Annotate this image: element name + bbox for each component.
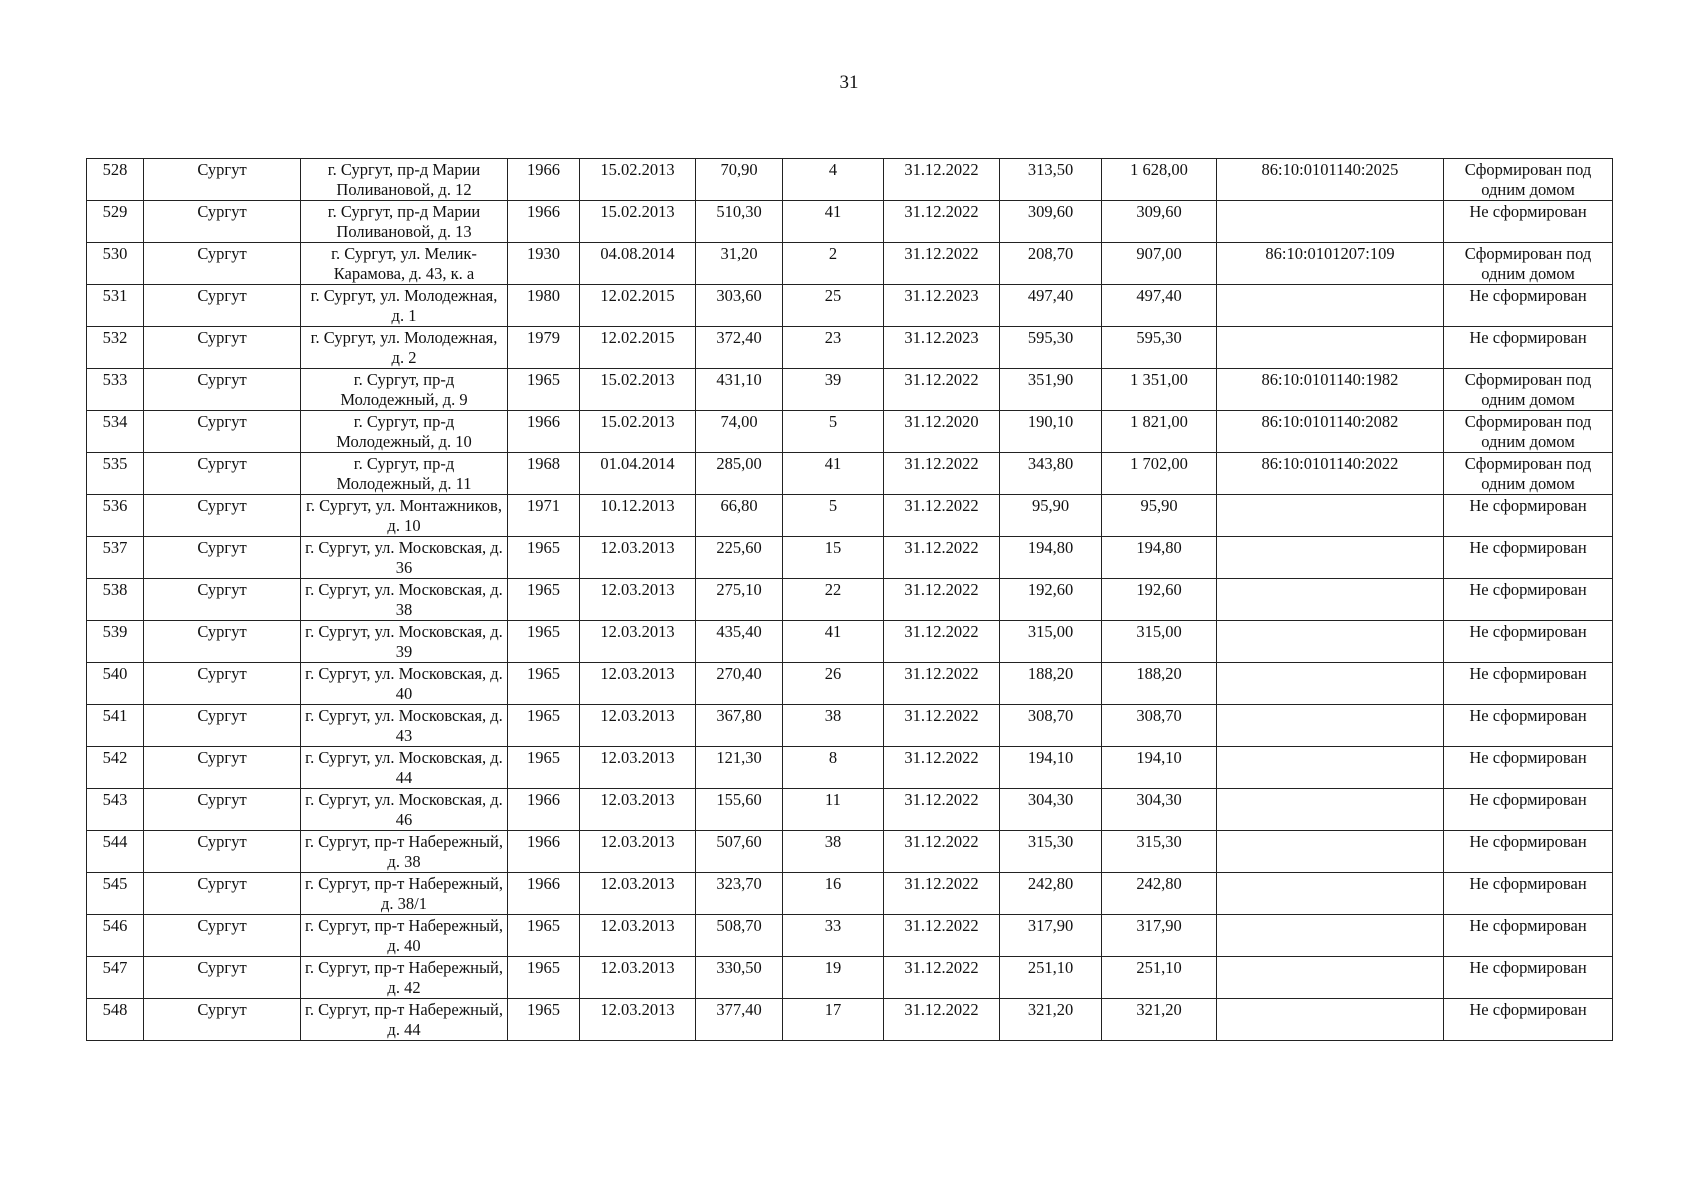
area-cell: 367,80 bbox=[696, 705, 783, 747]
plot-area-cell: 192,60 bbox=[1102, 579, 1217, 621]
address-cell: г. Сургут, пр-д Молодежный, д. 9 bbox=[301, 369, 508, 411]
resettlement-deadline-cell: 31.12.2020 bbox=[884, 411, 1000, 453]
year-built-cell: 1965 bbox=[508, 537, 580, 579]
table-row bbox=[87, 537, 1613, 579]
recognition-date-cell: 12.03.2013 bbox=[580, 663, 696, 705]
plot-status-cell: Не сформирован bbox=[1444, 579, 1613, 621]
cadastral-number-cell bbox=[1217, 831, 1444, 873]
table-row bbox=[87, 327, 1613, 369]
area-cell: 31,20 bbox=[696, 243, 783, 285]
cadastral-number-cell: 86:10:0101207:109 bbox=[1217, 243, 1444, 285]
year-built-cell: 1966 bbox=[508, 831, 580, 873]
row-number-cell: 528 bbox=[87, 159, 144, 201]
table-row bbox=[87, 831, 1613, 873]
city-cell: Сургут bbox=[144, 705, 301, 747]
resettlement-deadline-cell: 31.12.2023 bbox=[884, 327, 1000, 369]
plot-status-cell: Сформирован под одним домом bbox=[1444, 159, 1613, 201]
plot-status-cell: Сформирован под одним домом bbox=[1444, 369, 1613, 411]
area-cell: 435,40 bbox=[696, 621, 783, 663]
resettlement-deadline-cell: 31.12.2022 bbox=[884, 789, 1000, 831]
area-cell: 155,60 bbox=[696, 789, 783, 831]
cadastral-number-cell: 86:10:0101140:2022 bbox=[1217, 453, 1444, 495]
plot-area-cell: 194,10 bbox=[1102, 747, 1217, 789]
row-number-cell: 530 bbox=[87, 243, 144, 285]
area-cell: 270,40 bbox=[696, 663, 783, 705]
resettlement-deadline-cell: 31.12.2022 bbox=[884, 579, 1000, 621]
land-area-cell: 321,20 bbox=[1000, 999, 1102, 1041]
land-area-cell: 315,00 bbox=[1000, 621, 1102, 663]
table-row bbox=[87, 285, 1613, 327]
resettlement-deadline-cell: 31.12.2022 bbox=[884, 915, 1000, 957]
year-built-cell: 1965 bbox=[508, 663, 580, 705]
land-area-cell: 351,90 bbox=[1000, 369, 1102, 411]
recognition-date-cell: 12.03.2013 bbox=[580, 789, 696, 831]
land-area-cell: 194,80 bbox=[1000, 537, 1102, 579]
row-number-cell: 541 bbox=[87, 705, 144, 747]
area-cell: 225,60 bbox=[696, 537, 783, 579]
cadastral-number-cell: 86:10:0101140:2082 bbox=[1217, 411, 1444, 453]
city-cell: Сургут bbox=[144, 999, 301, 1041]
plot-area-cell: 188,20 bbox=[1102, 663, 1217, 705]
address-cell: г. Сургут, пр-д Марии Поливановой, д. 12 bbox=[301, 159, 508, 201]
row-number-cell: 537 bbox=[87, 537, 144, 579]
cadastral-number-cell: 86:10:0101140:1982 bbox=[1217, 369, 1444, 411]
residents-cell: 39 bbox=[783, 369, 884, 411]
plot-area-cell: 95,90 bbox=[1102, 495, 1217, 537]
land-area-cell: 192,60 bbox=[1000, 579, 1102, 621]
residents-cell: 23 bbox=[783, 327, 884, 369]
row-number-cell: 533 bbox=[87, 369, 144, 411]
area-cell: 121,30 bbox=[696, 747, 783, 789]
residents-cell: 22 bbox=[783, 579, 884, 621]
city-cell: Сургут bbox=[144, 285, 301, 327]
resettlement-deadline-cell: 31.12.2022 bbox=[884, 621, 1000, 663]
plot-status-cell: Сформирован под одним домом bbox=[1444, 243, 1613, 285]
land-area-cell: 304,30 bbox=[1000, 789, 1102, 831]
address-cell: г. Сургут, пр-т Набережный, д. 38/1 bbox=[301, 873, 508, 915]
area-cell: 377,40 bbox=[696, 999, 783, 1041]
row-number-cell: 543 bbox=[87, 789, 144, 831]
recognition-date-cell: 12.03.2013 bbox=[580, 579, 696, 621]
year-built-cell: 1966 bbox=[508, 159, 580, 201]
cadastral-number-cell bbox=[1217, 789, 1444, 831]
plot-area-cell: 497,40 bbox=[1102, 285, 1217, 327]
recognition-date-cell: 10.12.2013 bbox=[580, 495, 696, 537]
recognition-date-cell: 01.04.2014 bbox=[580, 453, 696, 495]
resettlement-deadline-cell: 31.12.2022 bbox=[884, 243, 1000, 285]
year-built-cell: 1965 bbox=[508, 621, 580, 663]
city-cell: Сургут bbox=[144, 579, 301, 621]
city-cell: Сургут bbox=[144, 621, 301, 663]
row-number-cell: 534 bbox=[87, 411, 144, 453]
table-row bbox=[87, 369, 1613, 411]
residents-cell: 4 bbox=[783, 159, 884, 201]
plot-status-cell: Не сформирован bbox=[1444, 705, 1613, 747]
resettlement-deadline-cell: 31.12.2022 bbox=[884, 369, 1000, 411]
area-cell: 66,80 bbox=[696, 495, 783, 537]
address-cell: г. Сургут, пр-д Марии Поливановой, д. 13 bbox=[301, 201, 508, 243]
city-cell: Сургут bbox=[144, 411, 301, 453]
recognition-date-cell: 12.03.2013 bbox=[580, 621, 696, 663]
city-cell: Сургут bbox=[144, 453, 301, 495]
residents-cell: 33 bbox=[783, 915, 884, 957]
city-cell: Сургут bbox=[144, 915, 301, 957]
resettlement-deadline-cell: 31.12.2022 bbox=[884, 831, 1000, 873]
cadastral-number-cell bbox=[1217, 957, 1444, 999]
residents-cell: 41 bbox=[783, 453, 884, 495]
resettlement-deadline-cell: 31.12.2022 bbox=[884, 747, 1000, 789]
city-cell: Сургут bbox=[144, 789, 301, 831]
recognition-date-cell: 12.02.2015 bbox=[580, 285, 696, 327]
area-cell: 330,50 bbox=[696, 957, 783, 999]
row-number-cell: 547 bbox=[87, 957, 144, 999]
table-row bbox=[87, 453, 1613, 495]
city-cell: Сургут bbox=[144, 201, 301, 243]
city-cell: Сургут bbox=[144, 831, 301, 873]
plot-status-cell: Не сформирован bbox=[1444, 957, 1613, 999]
address-cell: г. Сургут, ул. Московская, д. 43 bbox=[301, 705, 508, 747]
plot-area-cell: 242,80 bbox=[1102, 873, 1217, 915]
row-number-cell: 540 bbox=[87, 663, 144, 705]
residents-cell: 26 bbox=[783, 663, 884, 705]
year-built-cell: 1968 bbox=[508, 453, 580, 495]
area-cell: 275,10 bbox=[696, 579, 783, 621]
land-area-cell: 497,40 bbox=[1000, 285, 1102, 327]
area-cell: 507,60 bbox=[696, 831, 783, 873]
area-cell: 74,00 bbox=[696, 411, 783, 453]
plot-area-cell: 194,80 bbox=[1102, 537, 1217, 579]
plot-status-cell: Не сформирован bbox=[1444, 831, 1613, 873]
city-cell: Сургут bbox=[144, 369, 301, 411]
address-cell: г. Сургут, ул. Московская, д. 40 bbox=[301, 663, 508, 705]
year-built-cell: 1965 bbox=[508, 705, 580, 747]
land-area-cell: 595,30 bbox=[1000, 327, 1102, 369]
city-cell: Сургут bbox=[144, 495, 301, 537]
residents-cell: 25 bbox=[783, 285, 884, 327]
area-cell: 510,30 bbox=[696, 201, 783, 243]
land-area-cell: 343,80 bbox=[1000, 453, 1102, 495]
table-row bbox=[87, 411, 1613, 453]
row-number-cell: 545 bbox=[87, 873, 144, 915]
area-cell: 323,70 bbox=[696, 873, 783, 915]
resettlement-deadline-cell: 31.12.2022 bbox=[884, 873, 1000, 915]
cadastral-number-cell bbox=[1217, 705, 1444, 747]
land-area-cell: 309,60 bbox=[1000, 201, 1102, 243]
cadastral-number-cell bbox=[1217, 663, 1444, 705]
recognition-date-cell: 12.03.2013 bbox=[580, 537, 696, 579]
recognition-date-cell: 12.03.2013 bbox=[580, 831, 696, 873]
land-area-cell: 315,30 bbox=[1000, 831, 1102, 873]
plot-status-cell: Не сформирован bbox=[1444, 201, 1613, 243]
area-cell: 303,60 bbox=[696, 285, 783, 327]
address-cell: г. Сургут, ул. Московская, д. 46 bbox=[301, 789, 508, 831]
year-built-cell: 1965 bbox=[508, 957, 580, 999]
cadastral-number-cell: 86:10:0101140:2025 bbox=[1217, 159, 1444, 201]
address-cell: г. Сургут, ул. Молодежная, д. 1 bbox=[301, 285, 508, 327]
table-row bbox=[87, 789, 1613, 831]
recognition-date-cell: 15.02.2013 bbox=[580, 411, 696, 453]
residents-cell: 5 bbox=[783, 495, 884, 537]
area-cell: 431,10 bbox=[696, 369, 783, 411]
table-row bbox=[87, 999, 1613, 1041]
row-number-cell: 535 bbox=[87, 453, 144, 495]
recognition-date-cell: 15.02.2013 bbox=[580, 201, 696, 243]
resettlement-deadline-cell: 31.12.2022 bbox=[884, 957, 1000, 999]
table-row bbox=[87, 243, 1613, 285]
row-number-cell: 531 bbox=[87, 285, 144, 327]
plot-area-cell: 315,00 bbox=[1102, 621, 1217, 663]
housing-registry-table bbox=[86, 158, 1613, 1041]
cadastral-number-cell bbox=[1217, 873, 1444, 915]
residents-cell: 17 bbox=[783, 999, 884, 1041]
plot-status-cell: Не сформирован bbox=[1444, 621, 1613, 663]
cadastral-number-cell bbox=[1217, 537, 1444, 579]
year-built-cell: 1971 bbox=[508, 495, 580, 537]
row-number-cell: 539 bbox=[87, 621, 144, 663]
year-built-cell: 1980 bbox=[508, 285, 580, 327]
area-cell: 285,00 bbox=[696, 453, 783, 495]
page-number: 31 bbox=[839, 72, 859, 93]
recognition-date-cell: 12.03.2013 bbox=[580, 915, 696, 957]
plot-status-cell: Не сформирован bbox=[1444, 789, 1613, 831]
address-cell: г. Сургут, ул. Московская, д. 39 bbox=[301, 621, 508, 663]
residents-cell: 8 bbox=[783, 747, 884, 789]
city-cell: Сургут bbox=[144, 327, 301, 369]
cadastral-number-cell bbox=[1217, 327, 1444, 369]
plot-area-cell: 1 821,00 bbox=[1102, 411, 1217, 453]
address-cell: г. Сургут, пр-д Молодежный, д. 10 bbox=[301, 411, 508, 453]
residents-cell: 5 bbox=[783, 411, 884, 453]
recognition-date-cell: 15.02.2013 bbox=[580, 369, 696, 411]
cadastral-number-cell bbox=[1217, 999, 1444, 1041]
resettlement-deadline-cell: 31.12.2022 bbox=[884, 663, 1000, 705]
resettlement-deadline-cell: 31.12.2022 bbox=[884, 495, 1000, 537]
plot-area-cell: 321,20 bbox=[1102, 999, 1217, 1041]
table-row bbox=[87, 747, 1613, 789]
residents-cell: 16 bbox=[783, 873, 884, 915]
plot-status-cell: Сформирован под одним домом bbox=[1444, 411, 1613, 453]
area-cell: 372,40 bbox=[696, 327, 783, 369]
plot-area-cell: 1 702,00 bbox=[1102, 453, 1217, 495]
land-area-cell: 190,10 bbox=[1000, 411, 1102, 453]
table-row bbox=[87, 495, 1613, 537]
cadastral-number-cell bbox=[1217, 915, 1444, 957]
table-row bbox=[87, 663, 1613, 705]
plot-area-cell: 595,30 bbox=[1102, 327, 1217, 369]
plot-area-cell: 304,30 bbox=[1102, 789, 1217, 831]
recognition-date-cell: 12.03.2013 bbox=[580, 957, 696, 999]
cadastral-number-cell bbox=[1217, 285, 1444, 327]
address-cell: г. Сургут, ул. Мелик-Карамова, д. 43, к. а bbox=[301, 243, 508, 285]
address-cell: г. Сургут, пр-т Набережный, д. 44 bbox=[301, 999, 508, 1041]
recognition-date-cell: 12.03.2013 bbox=[580, 705, 696, 747]
area-cell: 70,90 bbox=[696, 159, 783, 201]
cadastral-number-cell bbox=[1217, 621, 1444, 663]
recognition-date-cell: 12.03.2013 bbox=[580, 747, 696, 789]
resettlement-deadline-cell: 31.12.2023 bbox=[884, 285, 1000, 327]
recognition-date-cell: 12.02.2015 bbox=[580, 327, 696, 369]
address-cell: г. Сургут, ул. Молодежная, д. 2 bbox=[301, 327, 508, 369]
residents-cell: 11 bbox=[783, 789, 884, 831]
year-built-cell: 1965 bbox=[508, 915, 580, 957]
cadastral-number-cell bbox=[1217, 495, 1444, 537]
year-built-cell: 1930 bbox=[508, 243, 580, 285]
row-number-cell: 538 bbox=[87, 579, 144, 621]
city-cell: Сургут bbox=[144, 537, 301, 579]
resettlement-deadline-cell: 31.12.2022 bbox=[884, 537, 1000, 579]
residents-cell: 38 bbox=[783, 705, 884, 747]
plot-status-cell: Не сформирован bbox=[1444, 537, 1613, 579]
table-row bbox=[87, 957, 1613, 999]
plot-area-cell: 251,10 bbox=[1102, 957, 1217, 999]
resettlement-deadline-cell: 31.12.2022 bbox=[884, 201, 1000, 243]
resettlement-deadline-cell: 31.12.2022 bbox=[884, 999, 1000, 1041]
year-built-cell: 1966 bbox=[508, 411, 580, 453]
plot-area-cell: 317,90 bbox=[1102, 915, 1217, 957]
table-body bbox=[87, 159, 1613, 1041]
resettlement-deadline-cell: 31.12.2022 bbox=[884, 453, 1000, 495]
residents-cell: 2 bbox=[783, 243, 884, 285]
land-area-cell: 188,20 bbox=[1000, 663, 1102, 705]
table-row bbox=[87, 579, 1613, 621]
land-area-cell: 308,70 bbox=[1000, 705, 1102, 747]
land-area-cell: 95,90 bbox=[1000, 495, 1102, 537]
address-cell: г. Сургут, пр-т Набережный, д. 40 bbox=[301, 915, 508, 957]
address-cell: г. Сургут, ул. Московская, д. 38 bbox=[301, 579, 508, 621]
plot-status-cell: Не сформирован bbox=[1444, 873, 1613, 915]
resettlement-deadline-cell: 31.12.2022 bbox=[884, 705, 1000, 747]
address-cell: г. Сургут, пр-д Молодежный, д. 11 bbox=[301, 453, 508, 495]
row-number-cell: 529 bbox=[87, 201, 144, 243]
land-area-cell: 317,90 bbox=[1000, 915, 1102, 957]
year-built-cell: 1965 bbox=[508, 999, 580, 1041]
city-cell: Сургут bbox=[144, 873, 301, 915]
plot-status-cell: Не сформирован bbox=[1444, 663, 1613, 705]
year-built-cell: 1965 bbox=[508, 369, 580, 411]
land-area-cell: 313,50 bbox=[1000, 159, 1102, 201]
plot-status-cell: Не сформирован bbox=[1444, 915, 1613, 957]
plot-area-cell: 907,00 bbox=[1102, 243, 1217, 285]
address-cell: г. Сургут, пр-т Набережный, д. 42 bbox=[301, 957, 508, 999]
city-cell: Сургут bbox=[144, 243, 301, 285]
residents-cell: 41 bbox=[783, 201, 884, 243]
plot-status-cell: Не сформирован bbox=[1444, 495, 1613, 537]
year-built-cell: 1966 bbox=[508, 873, 580, 915]
residents-cell: 38 bbox=[783, 831, 884, 873]
land-area-cell: 208,70 bbox=[1000, 243, 1102, 285]
row-number-cell: 542 bbox=[87, 747, 144, 789]
resettlement-deadline-cell: 31.12.2022 bbox=[884, 159, 1000, 201]
cadastral-number-cell bbox=[1217, 579, 1444, 621]
table-row bbox=[87, 873, 1613, 915]
year-built-cell: 1979 bbox=[508, 327, 580, 369]
recognition-date-cell: 12.03.2013 bbox=[580, 873, 696, 915]
year-built-cell: 1965 bbox=[508, 579, 580, 621]
recognition-date-cell: 15.02.2013 bbox=[580, 159, 696, 201]
address-cell: г. Сургут, ул. Московская, д. 36 bbox=[301, 537, 508, 579]
plot-area-cell: 309,60 bbox=[1102, 201, 1217, 243]
residents-cell: 15 bbox=[783, 537, 884, 579]
recognition-date-cell: 04.08.2014 bbox=[580, 243, 696, 285]
year-built-cell: 1966 bbox=[508, 789, 580, 831]
plot-area-cell: 1 628,00 bbox=[1102, 159, 1217, 201]
row-number-cell: 546 bbox=[87, 915, 144, 957]
plot-area-cell: 315,30 bbox=[1102, 831, 1217, 873]
cadastral-number-cell bbox=[1217, 747, 1444, 789]
plot-area-cell: 308,70 bbox=[1102, 705, 1217, 747]
row-number-cell: 532 bbox=[87, 327, 144, 369]
city-cell: Сургут bbox=[144, 159, 301, 201]
area-cell: 508,70 bbox=[696, 915, 783, 957]
residents-cell: 41 bbox=[783, 621, 884, 663]
plot-area-cell: 1 351,00 bbox=[1102, 369, 1217, 411]
year-built-cell: 1966 bbox=[508, 201, 580, 243]
table-row bbox=[87, 915, 1613, 957]
address-cell: г. Сургут, ул. Московская, д. 44 bbox=[301, 747, 508, 789]
table-row bbox=[87, 705, 1613, 747]
address-cell: г. Сургут, ул. Монтажников, д. 10 bbox=[301, 495, 508, 537]
residents-cell: 19 bbox=[783, 957, 884, 999]
plot-status-cell: Не сформирован bbox=[1444, 327, 1613, 369]
row-number-cell: 536 bbox=[87, 495, 144, 537]
land-area-cell: 251,10 bbox=[1000, 957, 1102, 999]
land-area-cell: 242,80 bbox=[1000, 873, 1102, 915]
land-area-cell: 194,10 bbox=[1000, 747, 1102, 789]
city-cell: Сургут bbox=[144, 663, 301, 705]
year-built-cell: 1965 bbox=[508, 747, 580, 789]
recognition-date-cell: 12.03.2013 bbox=[580, 999, 696, 1041]
plot-status-cell: Не сформирован bbox=[1444, 285, 1613, 327]
table-row bbox=[87, 159, 1613, 201]
plot-status-cell: Сформирован под одним домом bbox=[1444, 453, 1613, 495]
table-row bbox=[87, 621, 1613, 663]
city-cell: Сургут bbox=[144, 747, 301, 789]
cadastral-number-cell bbox=[1217, 201, 1444, 243]
row-number-cell: 544 bbox=[87, 831, 144, 873]
plot-status-cell: Не сформирован bbox=[1444, 747, 1613, 789]
table-row bbox=[87, 201, 1613, 243]
plot-status-cell: Не сформирован bbox=[1444, 999, 1613, 1041]
city-cell: Сургут bbox=[144, 957, 301, 999]
address-cell: г. Сургут, пр-т Набережный, д. 38 bbox=[301, 831, 508, 873]
row-number-cell: 548 bbox=[87, 999, 144, 1041]
